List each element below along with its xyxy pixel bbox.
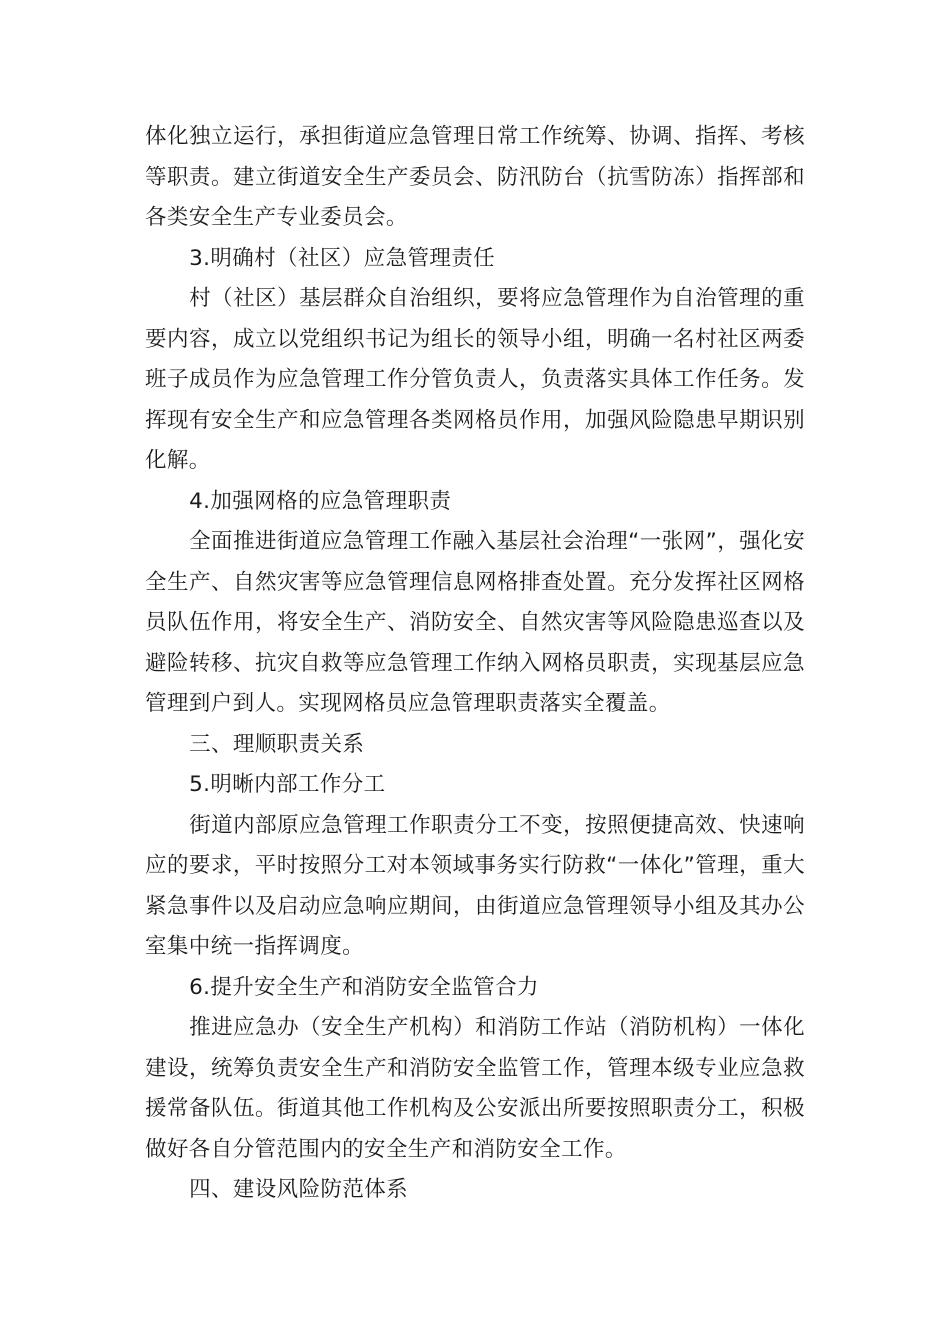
subheading-4: 4.加强网格的应急管理职责 — [189, 488, 452, 514]
paragraph-continued: 体化独立运行，承担街道应急管理日常工作统筹、协调、指挥、考核等职责。建立街道安全生产委员会、防汛防台（抗雪防冻）指挥部和各类安全生产专业委员会。 — [145, 124, 805, 230]
section-heading-3: 三、理顺职责关系 — [189, 731, 365, 757]
subheading-6: 6.提升安全生产和消防安全监管合力 — [189, 974, 539, 1000]
subheading-3: 3.明确村（社区）应急管理责任 — [189, 245, 496, 271]
paragraph-internal-division: 街道内部原应急管理工作职责分工不变，按照便捷高效、快速响应的要求，平时按照分工对本领域事务实行防救“一体化”管理，重大紧急事件以及启动应急响应期间，由街道应急管理领导小组及其办公室集中统一指挥调度。 — [145, 812, 805, 959]
section-heading-4: 四、建设风险防范体系 — [189, 1177, 409, 1202]
paragraph-grid-responsibility: 全面推进街道应急管理工作融入基层社会治理“一张网”，强化安全生产、自然灾害等应急管理信息网格排查处置。充分发挥社区网格员队伍作用，将安全生产、消防安全、自然灾害等风险隐患巡查以及避险转移、抗灾自救等应急管理工作纳入网格员职责，实现基层应急管理到户到人。实现网格员应急管理职责落实全覆盖。 — [145, 529, 805, 716]
subheading-5: 5.明晰内部工作分工 — [189, 772, 386, 797]
document-body — [145, 117, 805, 1211]
paragraph-village-responsibility: 村（社区）基层群众自治组织，要将应急管理作为自治管理的重要内容，成立以党组织书记为组长的领导小组，明确一名村社区两委班子成员作为应急管理工作分管负责人，负责落实具体工作任务。发挥现有安全生产和应急管理各类网格员作用，加强风险隐患早期识别化解。 — [145, 286, 805, 473]
paragraph-safety-supervision: 推进应急办（安全生产机构）和消防工作站（消防机构）一体化建设，统筹负责安全生产和消防安全监管工作，管理本级专业应急救援常备队伍。街道其他工作机构及公安派出所要按照职责分工，积极做好各自分管范围内的安全生产和消防安全工作。 — [145, 1015, 805, 1162]
